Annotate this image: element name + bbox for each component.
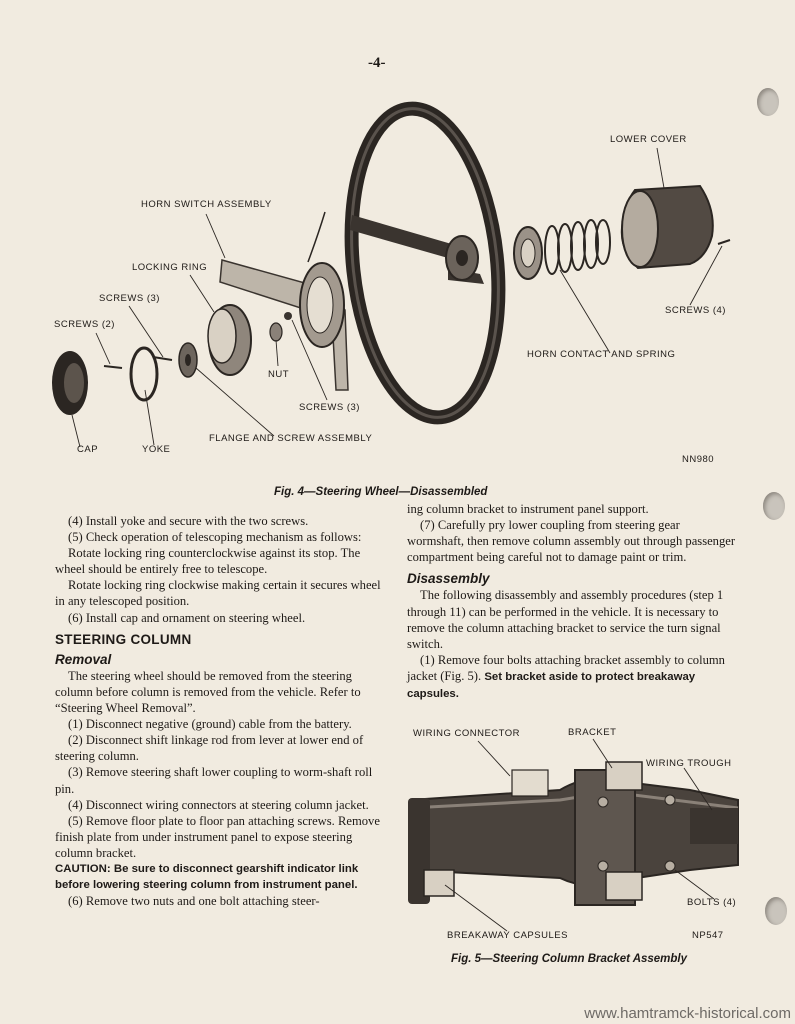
- label-cap: CAP: [77, 444, 99, 455]
- label-wiring-connector: WIRING CONNECTOR: [413, 728, 521, 739]
- paragraph: The steering wheel should be removed from the steering column before column is removed from the vehicle. Refer to “Steering Wheel Removal”.: [55, 668, 361, 716]
- figure4-caption: Fig. 4—Steering Wheel—Disassembled: [274, 486, 488, 498]
- caution-note: CAUTION: Be sure to disconnect gearshift indicator link before lowering steering column from instrument panel.: [55, 862, 359, 892]
- paragraph-text: (1) Remove four bolts attaching bracket assembly to column jacket (Fig. 5).: [407, 652, 725, 683]
- figure5-caption: Fig. 5—Steering Column Bracket Assembly: [451, 953, 688, 965]
- paragraph: (2) Disconnect shift linkage rod from lever at lower end of steering column.: [55, 733, 364, 764]
- subsection-heading: Removal: [55, 651, 112, 667]
- figure4-number: NN980: [682, 454, 715, 465]
- paragraph: Rotate locking ring clockwise making certain it secures wheel in any telescoped position.: [55, 578, 381, 609]
- paragraph: (5) Check operation of telescoping mechanism as follows:: [68, 530, 362, 545]
- section-heading: STEERING COLUMN: [55, 631, 192, 647]
- paragraph: (6) Install cap and ornament on steering wheel.: [68, 610, 306, 625]
- paragraph: The following disassembly and assembly procedures (step 1 through 11) can be performed in the vehicle. It is necessary to remove the column attaching bracket to service the turn signal switch.: [407, 588, 724, 651]
- paragraph-bold-text: Set bracket aside to protect breakaway capsules.: [407, 670, 696, 701]
- paragraph: (1) Disconnect negative (ground) cable from the battery.: [68, 717, 352, 732]
- binder-hole-bottom: [765, 897, 787, 925]
- paragraph: [407, 652, 739, 702]
- label-yoke: YOKE: [142, 444, 171, 455]
- label-horn-switch-assembly: HORN SWITCH ASSEMBLY: [141, 199, 272, 210]
- paragraph: (3) Remove steering shaft lower coupling to worm-shaft roll pin.: [55, 765, 373, 796]
- paragraph: ing column bracket to instrument panel support.: [407, 502, 649, 516]
- paragraph: (6) Remove two nuts and one bolt attaching steer-: [68, 894, 320, 909]
- paragraph: (4) Install yoke and secure with the two screws.: [68, 514, 309, 528]
- label-screws-4: SCREWS (4): [665, 305, 726, 316]
- paragraph: (7) Carefully pry lower coupling from steering gear wormshaft, then remove column assembly out through passenger compartment being careful not to damage paint or trim.: [407, 518, 736, 565]
- paragraph: (4) Disconnect wiring connectors at steering column jacket.: [68, 797, 369, 812]
- label-locking-ring: LOCKING RING: [132, 262, 208, 273]
- label-wiring-trough: WIRING TROUGH: [646, 758, 732, 769]
- label-screws-3-upper: SCREWS (3): [99, 293, 160, 304]
- label-horn-contact-and-spring: HORN CONTACT AND SPRING: [527, 349, 676, 360]
- figure5-number: NP547: [692, 930, 724, 941]
- label-flange-and-screw-assembly: FLANGE AND SCREW ASSEMBLY: [209, 433, 373, 444]
- label-lower-cover: LOWER COVER: [610, 134, 687, 145]
- subsection-heading: Disassembly: [407, 571, 490, 587]
- website-watermark: www.hamtramck-historical.com: [584, 1005, 791, 1022]
- left-column-text: [55, 513, 385, 909]
- label-nut: NUT: [268, 369, 290, 380]
- right-column-text: [407, 501, 739, 702]
- paragraph: Rotate locking ring counterclockwise against its stop. The wheel should be entirely free to telescope.: [55, 546, 361, 577]
- paragraph: (5) Remove floor plate to floor pan attaching screws. Remove finish plate from under instrument panel to expose steering column bracket.: [55, 813, 380, 860]
- label-bolts-4: BOLTS (4): [687, 897, 737, 908]
- label-screws-2: SCREWS (2): [54, 319, 115, 330]
- label-breakaway-capsules: BREAKAWAY CAPSULES: [447, 930, 568, 941]
- label-screws-3-lower: SCREWS (3): [299, 402, 360, 413]
- page-number: -4-: [368, 55, 386, 71]
- label-bracket: BRACKET: [568, 727, 617, 738]
